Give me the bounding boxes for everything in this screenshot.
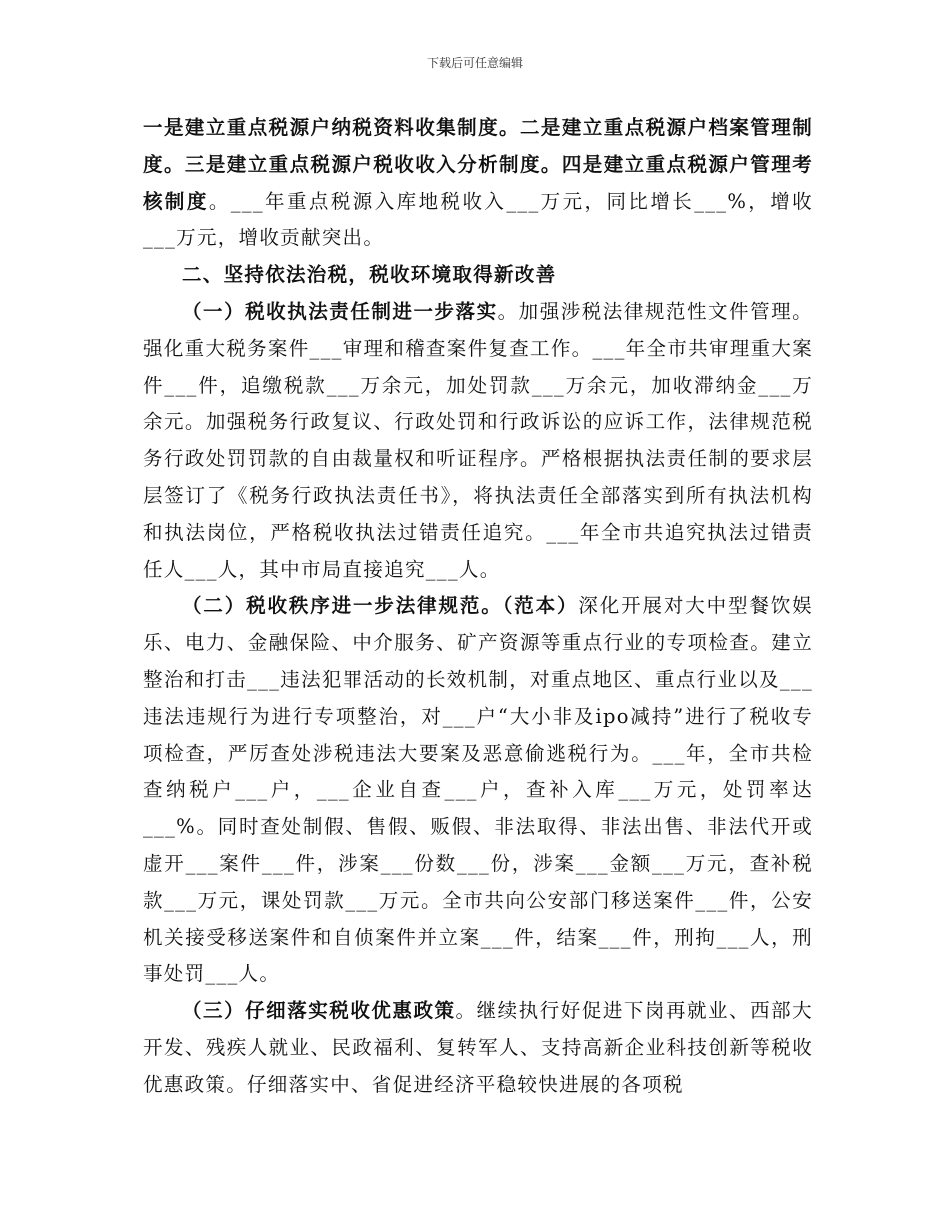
paragraph-5-text: 。继续执行好促进下岗再就业、西部大开发、残疾人就业、民政福利、复转军人、支持高新企业科技创新等税收优惠政策。仔细落实中、省促进经济平稳较快进展的各项税 [143, 999, 813, 1096]
paragraph-1-bold: 一是建立重点税源户纳税资料收集制度。二是建立重点税源户档案管理制度。三是建立重点税源户税收收入分析制度。四是建立重点税源户管理考核制度 [143, 116, 813, 213]
paragraph-3-text: 。加强涉税法律规范性文件管理。强化重大税务案件___审理和稽查案件复查工作。___年全市共审理重大案件___件，追缴税款___万余元，加处罚款___万余元，加收滞纳金___万余元。加强税务行政复议、行政处罚和行政诉讼的应诉工作，法律规范税务行政处罚罚款的自由裁量权和听证程序。严格根据执法责任制的要求层层签订了《税务行政执法责任书》，将执法责任全部落实到所有执法机构和执法岗位，严格税收执法过错责任追究。___年全市共追究执法过错责任人___人，其中市局直接追究___人。 [143, 299, 813, 581]
document-body [143, 110, 813, 1104]
section-heading-2: 二、坚持依法治税，税收环境取得新改善 [182, 263, 557, 287]
paragraph-1-text: 。___年重点税源入库地税收入___万元，同比增长___%，增收___万元，增收贡献突出。 [143, 189, 813, 250]
page-header-note: 下载后可任意编辑 [426, 56, 523, 70]
paragraph-3-bold: （一）税收执法责任制进一步落实 [182, 299, 498, 323]
paragraph-1 [143, 110, 813, 257]
paragraph-3 [143, 294, 813, 588]
paragraph-4-bold: （二）税收秩序进一步法律规范。（范本） [182, 594, 579, 618]
paragraph-4 [143, 588, 813, 993]
paragraph-5 [143, 993, 813, 1103]
paragraph-5-bold: （三）仔细落实税收优惠政策 [182, 999, 456, 1023]
paragraph-4-text: 深化开展对大中型餐饮娱乐、电力、金融保险、中介服务、矿产资源等重点行业的专项检查。建立整治和打击___违法犯罪活动的长效机制，对重点地区、重点行业以及___违法违规行为进行专项整治，对___户“大小非及ipo减持”进行了税收专项检查，严厉查处涉税违法大要案及恶意偷逃税行为。___年，全市共检查纳税户___户，___企业自查___户，查补入库___万元，处罚率达___%。同时查处制假、售假、贩假、非法取得、非法出售、非法代开或虚开___案件___件，涉案___份数___份，涉案___金额___万元，查补税款___万元，课处罚款___万元。全市共向公安部门移送案件___件，公安机关接受移送案件和自侦案件并立案___件，结案___件，刑拘___人，刑事处罚___人。 [143, 594, 813, 986]
